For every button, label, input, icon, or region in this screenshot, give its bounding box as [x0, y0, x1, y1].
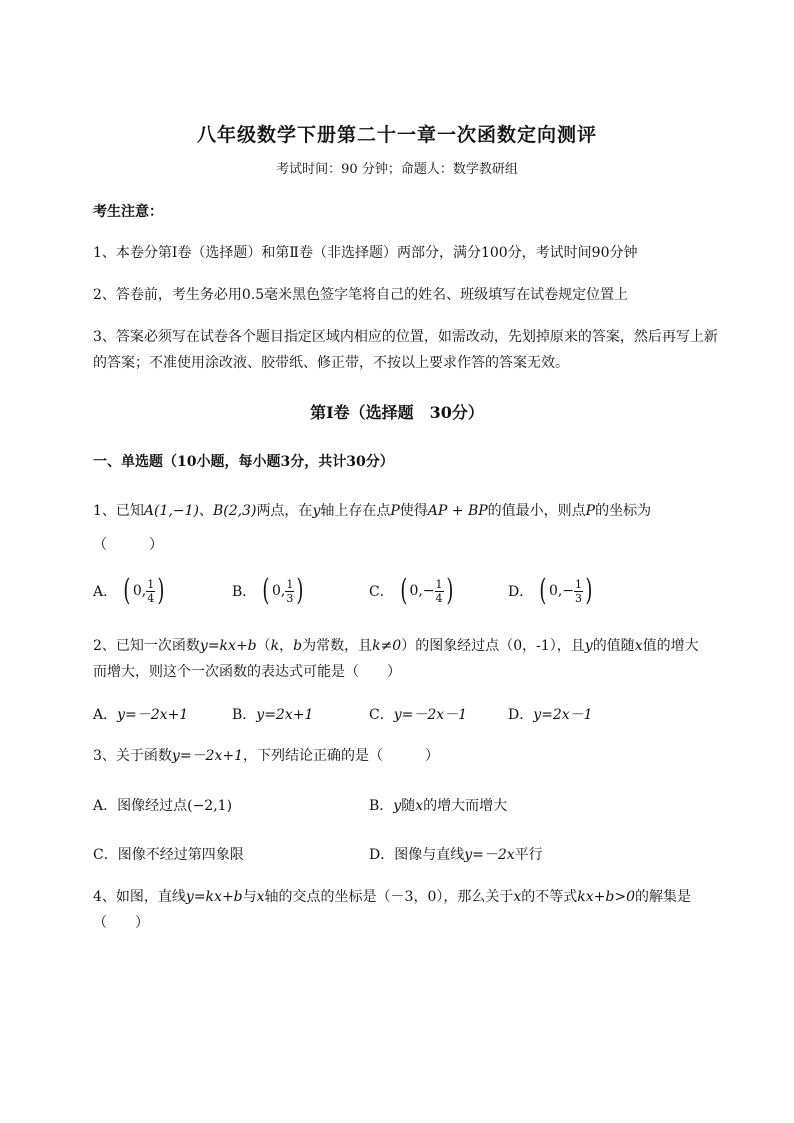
close-paren: )	[157, 573, 165, 608]
option-label: C．	[369, 584, 394, 600]
option-label: B．	[369, 798, 394, 814]
q1-text: 两点，在	[256, 503, 313, 519]
q2-var-b: b	[293, 638, 303, 654]
fraction	[146, 578, 155, 605]
q1-option-a[interactable]	[93, 573, 167, 608]
fraction	[435, 578, 444, 605]
q1-point-p: P	[585, 503, 596, 519]
q1-text: 1、已知	[93, 503, 144, 519]
option-text: 随	[401, 798, 416, 814]
open-paren: (	[262, 573, 270, 608]
q4-text: 轴的交点的坐标是（－3，0），那么关于	[264, 889, 514, 905]
q1-text: 轴上存在点	[320, 503, 391, 519]
question-1	[93, 500, 651, 520]
open-paren: (	[400, 573, 408, 608]
close-paren: )	[585, 573, 593, 608]
q2-text: 值的增大	[642, 638, 699, 654]
q3-option-b[interactable]	[369, 795, 507, 815]
q1-text: 的坐标为	[595, 503, 652, 519]
q2-text: （	[256, 638, 271, 654]
option-expression: y=－2x+1	[117, 707, 189, 723]
q4-answer-blank: （ ）	[93, 915, 149, 931]
q1-expression: AP + BP	[427, 503, 488, 519]
q3-option-d[interactable]	[369, 844, 543, 864]
option-label: C．	[369, 707, 394, 723]
notice-item-3-cont: 的答案；不准使用涂改液、胶带纸、修正带，不按以上要求作答的答案无效。	[93, 355, 569, 371]
q3-var-x: x	[415, 798, 424, 814]
q4-text: 的不等式	[521, 889, 578, 905]
q4-var-x: x	[256, 889, 265, 905]
numerator: 1	[147, 577, 155, 591]
question-3	[93, 745, 439, 765]
question-2-cont: 而增大，则这个一次函数的表达式可能是（ ）	[93, 664, 401, 680]
option-text: 平行	[514, 847, 543, 863]
q3-text: 3、关于函数	[93, 748, 172, 764]
q2-function: y=kx+b	[199, 638, 257, 654]
q1-point-p: P	[390, 503, 400, 519]
q3-function: y=－2x+1	[171, 748, 244, 764]
open-paren: (	[539, 573, 547, 608]
q2-condition: k≠0	[372, 638, 402, 654]
option-value: 0,	[132, 583, 147, 599]
exam-info: 考试时间：90 分钟；命题人：数学教研组	[276, 162, 518, 177]
q2-option-d[interactable]	[508, 704, 593, 724]
q2-text: 的值随	[592, 638, 635, 654]
q4-text: 与	[242, 889, 257, 905]
page-title: 八年级数学下册第二十一章一次函数定向测评	[196, 124, 597, 146]
notice-item-2: 2、答卷前，考生务必用0.5毫米黑色签字笔将自己的姓名、班级填写在试卷规定位置上	[93, 287, 629, 303]
notice-item-3: 3、答案必须写在试卷各个题目指定区域内相应的位置，如需改动，先划掉原来的答案，然后再写上新	[93, 329, 718, 345]
denominator: 3	[575, 591, 583, 605]
q2-option-a[interactable]	[93, 704, 188, 724]
q4-inequality: kx+b>0	[577, 889, 635, 905]
option-value: 0,−	[409, 583, 435, 599]
option-label: B．	[232, 707, 257, 723]
q1-point-b: B(2,3)	[212, 503, 257, 519]
q1-option-b[interactable]	[232, 573, 306, 608]
q4-function: y=kx+b	[185, 889, 243, 905]
q2-text: ，	[279, 638, 294, 654]
q4-text: 的解集是	[635, 889, 691, 905]
option-label: A．	[93, 584, 118, 600]
open-paren: (	[123, 573, 131, 608]
close-paren: )	[445, 573, 453, 608]
close-paren: )	[296, 573, 304, 608]
q2-var-k: k	[270, 638, 280, 654]
q2-text: ）的图象经过点（0，-1），且	[401, 638, 585, 654]
option-value: 0,	[272, 583, 286, 599]
option-label: D．	[508, 707, 534, 723]
q2-var-x: x	[634, 638, 643, 654]
numerator: 1	[575, 577, 583, 591]
numerator: 1	[435, 577, 443, 591]
q2-text: 2、已知一次函数	[93, 638, 200, 654]
question-4	[93, 886, 691, 906]
q3-var-y: y	[393, 798, 402, 814]
q2-var-y: y	[584, 638, 593, 654]
q3-text: ，下列结论正确的是（ ）	[243, 748, 440, 764]
notice-item-1: 1、本卷分第Ⅰ卷（选择题）和第Ⅱ卷（非选择题）两部分，满分100分，考试时间90分钟	[93, 245, 638, 261]
q4-text: 4、如图，直线	[93, 889, 186, 905]
option-value: 0,−	[548, 583, 575, 599]
numerator: 1	[286, 577, 294, 591]
q1-text: 的值最小，则点	[487, 503, 586, 519]
q1-text: 、	[198, 503, 213, 519]
q2-text: 为常数，且	[302, 638, 373, 654]
option-text: 的增大而增大	[423, 798, 508, 814]
q1-text: 使得	[399, 503, 428, 519]
fraction	[285, 578, 294, 605]
option-text: D．图像与直线	[369, 847, 465, 863]
option-label: D．	[508, 584, 534, 600]
q3-option-c[interactable]: C．图像不经过第四象限	[93, 847, 244, 863]
option-expression: y=－2x－1	[393, 707, 468, 723]
denominator: 3	[286, 591, 294, 605]
option-label: B．	[232, 584, 257, 600]
q3-option-a[interactable]: A．图像经过点(−2,1)	[93, 798, 233, 814]
question-2	[93, 635, 699, 655]
denominator: 4	[435, 591, 443, 605]
q2-option-c[interactable]	[369, 704, 467, 724]
section-title: 第Ⅰ卷（选择题 30分）	[310, 403, 484, 422]
q2-option-b[interactable]	[232, 704, 313, 724]
q3-line-function: y=－2x	[464, 847, 515, 863]
q1-axis-y: y	[312, 503, 321, 519]
denominator: 4	[147, 591, 155, 605]
q1-option-d[interactable]	[508, 573, 595, 608]
q1-option-c[interactable]	[369, 573, 455, 608]
fraction	[574, 578, 583, 605]
option-expression: y=2x－1	[533, 707, 593, 723]
q4-var-x: x	[513, 889, 522, 905]
part-heading: 一、单选题（10小题，每小题3分，共计30分）	[93, 454, 394, 470]
q1-answer-blank: （ ）	[93, 537, 163, 553]
q1-point-a: A(1,−1)	[143, 503, 199, 519]
option-expression: y=2x+1	[256, 707, 314, 723]
notice-heading: 考生注意：	[93, 204, 163, 220]
option-label: A．	[93, 707, 118, 723]
